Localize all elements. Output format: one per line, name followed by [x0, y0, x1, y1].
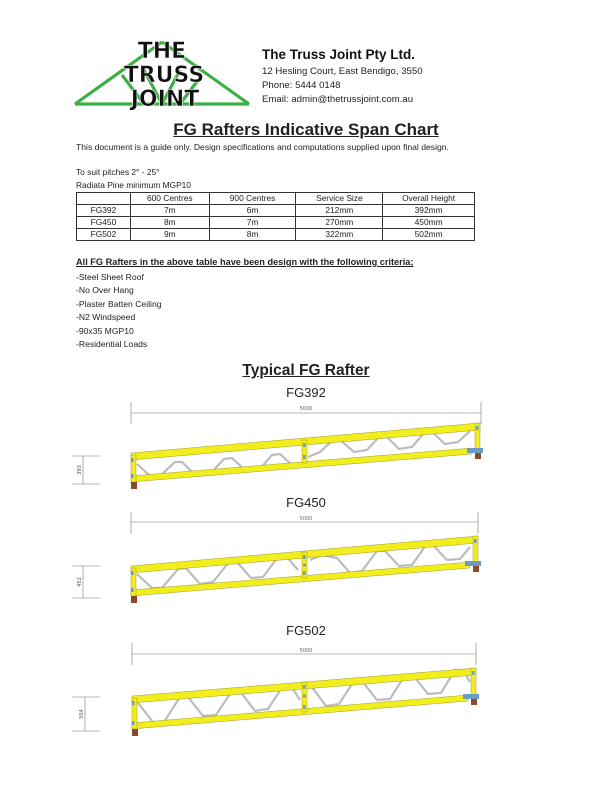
table-cell: 7m — [209, 217, 296, 229]
nail-plate — [131, 571, 134, 575]
logo-text-the: THE — [137, 39, 187, 64]
table-cell: FG450 — [77, 217, 131, 229]
bearing-block-right — [471, 699, 477, 705]
table-cell: 8m — [130, 217, 209, 229]
nail-plate — [472, 671, 475, 675]
table-cell: 322mm — [296, 229, 383, 241]
nail-plate — [303, 555, 306, 559]
height-dimension-text: 504 — [79, 709, 85, 719]
bearing-plate — [467, 448, 483, 453]
nail-plate — [476, 426, 479, 430]
criteria-heading: All FG Rafters in the above table have been design with the following criteria; — [76, 257, 414, 267]
company-address: 12 Hesling Court, East Bendigo, 3550 — [262, 66, 423, 77]
nail-plate — [303, 571, 306, 575]
bearing-block-left — [132, 729, 138, 736]
nail-plate — [131, 458, 134, 462]
table-cell: FG502 — [77, 229, 131, 241]
nail-plate — [303, 705, 306, 709]
table-header: 600 Centres — [130, 193, 209, 205]
rafter-label-fg450: FG450 — [286, 495, 326, 510]
table-cell: 9m — [130, 229, 209, 241]
bearing-block-left — [131, 482, 137, 489]
nail-plate — [474, 539, 477, 543]
rafter-drawing-fg450 — [72, 512, 481, 603]
criteria-item: -No Over Hang — [76, 285, 134, 296]
logo-text-joint: JOINT — [130, 87, 200, 110]
page-title-text: FG Rafters Indicative Span Chart — [173, 120, 439, 139]
nail-plate — [303, 455, 306, 459]
table-cell: 212mm — [296, 205, 383, 217]
bearing-block-right — [473, 566, 479, 572]
rafter-label-fg502: FG502 — [286, 623, 326, 638]
height-dimension-line — [72, 697, 100, 731]
table-cell: 392mm — [383, 205, 475, 217]
criteria-item: -Residential Loads — [76, 339, 148, 350]
company-phone: Phone: 5444 0148 — [262, 80, 341, 91]
bearing-block-left — [131, 596, 137, 603]
bearing-plate — [463, 694, 479, 699]
nail-plate — [132, 721, 135, 725]
criteria-item: -Steel Sheet Roof — [76, 272, 144, 282]
table-cell: 450mm — [383, 217, 475, 229]
criteria-item: -90x35 MGP10 — [76, 325, 134, 336]
rafter-drawing-fg502 — [72, 643, 479, 736]
bearing-plate — [465, 561, 481, 566]
rafter-label-fg392: FG392 — [286, 385, 326, 400]
height-dimension-text: 393 — [77, 465, 83, 475]
company-name: The Truss Joint Pty Ltd. — [262, 47, 416, 62]
table-header: Service Size — [296, 193, 383, 205]
table-cell: 8m — [209, 229, 296, 241]
nail-plate — [303, 695, 306, 698]
nail-plate — [303, 564, 306, 567]
nail-plate — [131, 588, 134, 592]
span-dimension-text: 5000 — [299, 516, 313, 522]
logo-text-truss: TRUSS — [123, 63, 205, 88]
bottom-chord — [132, 695, 468, 729]
span-dimension-text: 5000 — [299, 406, 313, 412]
table-cell: 6m — [209, 205, 296, 217]
criteria-item: -Plaster Batten Ceiling — [76, 298, 162, 309]
company-email: Email: admin@thetrussjoint.com.au — [262, 94, 414, 105]
nail-plate — [131, 474, 134, 478]
table-cell: 502mm — [383, 229, 475, 241]
nail-plate — [303, 443, 306, 447]
table-cell: 270mm — [296, 217, 383, 229]
rafter-drawing-fg392 — [72, 402, 483, 489]
nail-plate — [132, 701, 135, 705]
span-dimension-line — [132, 643, 476, 665]
drawings-title-text: Typical FG Rafter — [242, 362, 370, 379]
height-dimension-text: 452 — [77, 577, 83, 587]
table-header: Overall Height — [383, 193, 475, 205]
span-dimension-text: 5000 — [299, 648, 313, 654]
disclaimer-text: This document is a guide only. Design specifications and computations supplied upon final design. — [76, 142, 449, 152]
table-cell: FG392 — [77, 205, 131, 217]
table-header: 900 Centres — [209, 193, 296, 205]
table-cell: 7m — [130, 205, 209, 217]
bearing-block-right — [475, 453, 481, 459]
timber-grade-text: Radiata Pine minimum MGP10 — [76, 180, 191, 190]
nail-plate — [303, 685, 306, 689]
pitch-range-text: To suit pitches 2° - 25° — [76, 167, 160, 177]
criteria-item: -N2 Windspeed — [76, 312, 136, 323]
